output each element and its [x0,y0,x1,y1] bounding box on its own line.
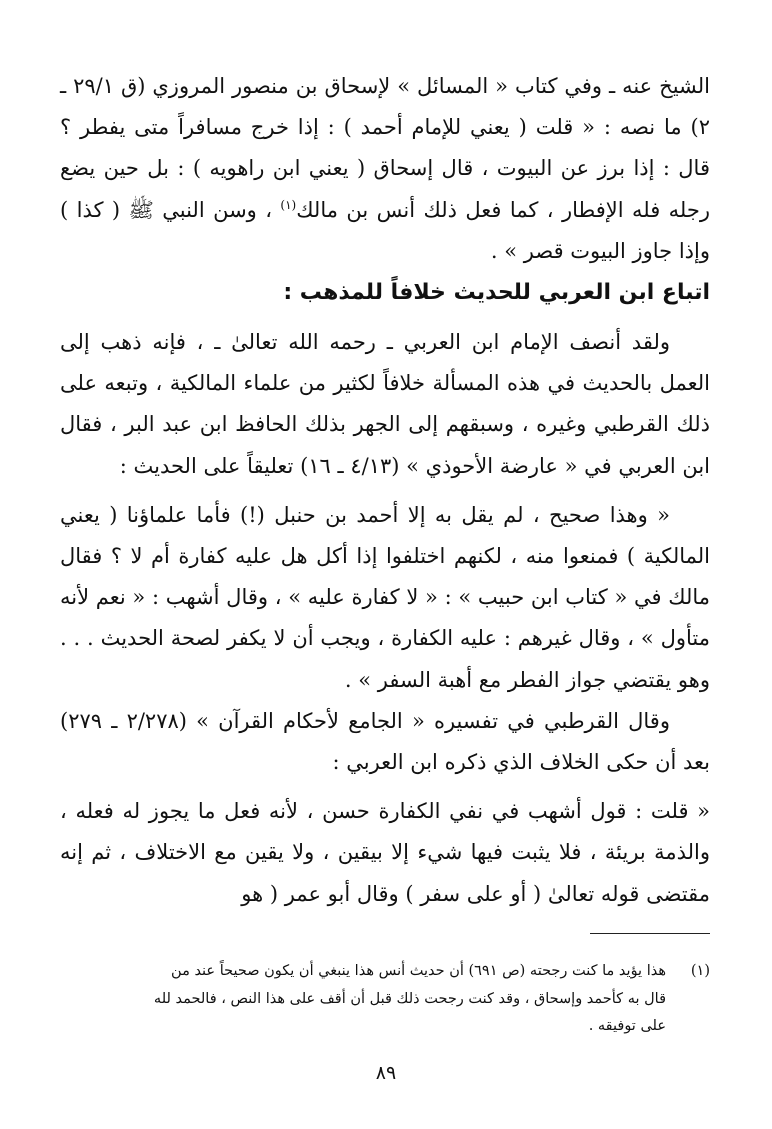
footnotes [60,958,710,1041]
paragraph-1 [60,66,710,272]
paragraph-1-text-end: ، وسن النبي ﷺ ( كذا ) وإذا جاوز البيوت قصر » . [60,197,710,263]
footnote-reference: (١) [280,197,297,212]
footnote-number: (١) [690,963,710,979]
quote-qurtubi: « قلت : قول أشهب في نفي الكفارة حسن ، لأنه فعل ما يجوز له فعله ، والذمة بريئة ، فلا يثبت فيها شيء إلا بيقين ، ولا يقين مع الاختلاف ، ثم إنه مقتضى قوله تعالىٰ ( أو على سفر ) وقال أبو عمر ( هو [60,799,710,906]
paragraph-qurtubi: وقال القرطبي في تفسيره « الجامع لأحكام القرآن » (٢/٢٧٨ ـ ٢٧٩) بعد أن حكى الخلاف الذي ذكره ابن العربي : [60,708,710,775]
footnote-line-1 [60,958,710,986]
paragraph-1-text: الشيخ عنه ـ وفي كتاب « المسائل » لإسحاق بن منصور المروزي (ق ٢٩/١ ـ ٢) ما نصه : « قلت ( يعني للإمام أحمد ) : إذا خرج مسافراً متى يفطر ؟ قال : إذا برز عن البيوت ، قال إسحاق ( يعني ابن راهويه ) : بل حين يضع رجله فله الإفطار ، كما فعل ذلك أنس بن مالك [60,74,711,222]
footnote-text-1: هذا يؤيد ما كنت رجحته (ص ٦٩١) أن حديث أنس هذا ينبغي أن يكون صحيحاً عند من [171,963,666,979]
footnote-divider [590,933,710,934]
paragraph-2: ولقد أنصف الإمام ابن العربي ـ رحمه الله تعالىٰ ـ ، فإنه ذهب إلى العمل بالحديث في هذه المسألة خلافاً لكثير من علماء المالكية ، وتبعه على ذلك القرطبي وغيره ، وسبقهم إلى الجهر بذلك الحافظ ابن عبد البر ، فقال ابن العربي في « عارضة الأحوذي » (٤/١٣ ـ ١٦) تعليقاً على الحديث : [60,330,710,478]
main-text [60,66,710,915]
page-number: ٨٩ [375,1062,397,1084]
footnote-line-3: على توفيقه . [588,1018,666,1034]
section-heading: اتباع ابن العربي للحديث خلافاً للمذهب : [283,280,710,306]
footnote-line-2: قال به كأحمد وإسحاق ، وقد كنت رجحت ذلك قبل أن أقف على هذا النص ، فالحمد لله [153,990,666,1007]
quote-ibn-al-arabi: « وهذا صحيح ، لم يقل به إلا أحمد بن حنبل (!) فأما علماؤنا ( يعني المالكية ) فمنعوا منه ، لكنهم اختلفوا إذا أكل هل عليه كفارة أم لا ؟ فقال مالك في « كتاب ابن حبيب » : « لا كفارة عليه » ، وقال أشهب : « نعم لأنه متأول » ، وقال غيرهم : عليه الكفارة ، ويجب أن لا يكفر لصحة الحديث . . . وهو يقتضي جواز الفطر مع أهبة السفر » . [60,502,710,692]
